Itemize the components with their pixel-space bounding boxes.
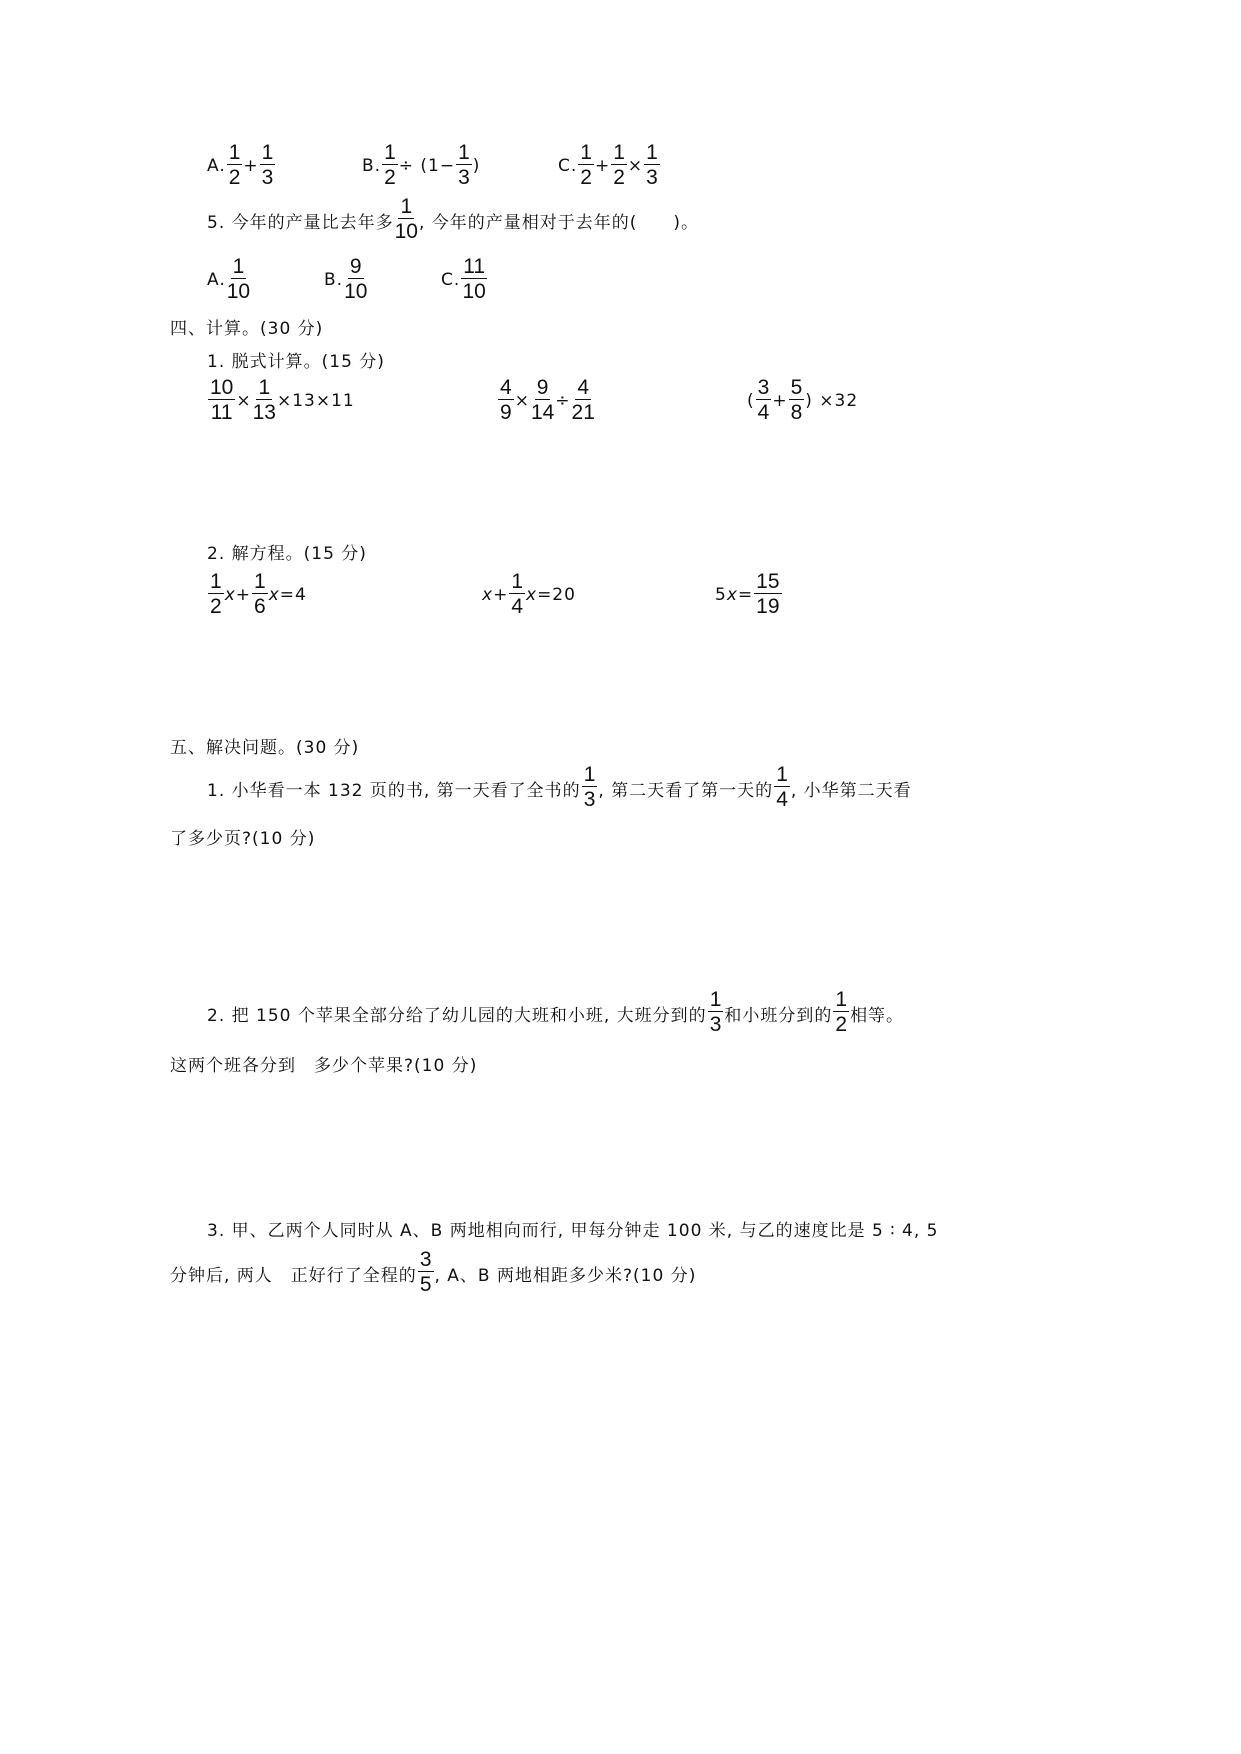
fraction-denominator: 21 bbox=[571, 401, 595, 424]
text-segment: =20 bbox=[537, 585, 576, 605]
fraction-denominator: 8 bbox=[790, 401, 803, 424]
fraction-numerator: 1 bbox=[709, 988, 722, 1011]
fraction bbox=[395, 195, 418, 245]
fraction-denominator: 10 bbox=[226, 280, 251, 303]
fraction-numerator: 1 bbox=[210, 570, 222, 593]
fraction-denominator: 4 bbox=[776, 788, 788, 811]
fraction-numerator: 1 bbox=[511, 570, 523, 593]
variable: x bbox=[726, 585, 738, 605]
fraction bbox=[708, 988, 724, 1038]
fraction-numerator: 3 bbox=[757, 376, 770, 399]
text-segment: ( bbox=[747, 391, 755, 411]
equation-3 bbox=[715, 567, 783, 623]
fraction-denominator: 13 bbox=[252, 401, 276, 424]
fraction-numerator: 4 bbox=[500, 376, 512, 399]
fraction-numerator: 3 bbox=[419, 1248, 432, 1271]
fraction-denominator: 4 bbox=[757, 401, 770, 424]
text-segment: 5. 今年的产量比去年多 bbox=[207, 212, 394, 233]
fraction-denominator: 3 bbox=[583, 788, 596, 811]
problem-2 bbox=[207, 985, 904, 1041]
text-segment: × bbox=[514, 391, 530, 411]
option-c bbox=[558, 138, 661, 194]
fraction bbox=[789, 376, 805, 426]
fraction-denominator: 2 bbox=[580, 166, 592, 189]
fraction bbox=[253, 376, 276, 426]
fraction bbox=[754, 570, 781, 620]
fraction-numerator: 1 bbox=[261, 141, 274, 164]
fraction-numerator: 1 bbox=[384, 141, 396, 164]
fraction-numerator: 1 bbox=[646, 141, 658, 164]
fraction-numerator: 1 bbox=[258, 376, 271, 399]
option-b bbox=[362, 138, 480, 194]
text-segment: ) bbox=[472, 156, 481, 176]
fraction-denominator: 9 bbox=[500, 401, 512, 424]
variable: x bbox=[482, 585, 494, 605]
calc-expression-1 bbox=[207, 373, 355, 429]
part-title: 1. 脱式计算。(15 分) bbox=[207, 351, 385, 372]
fraction bbox=[582, 763, 598, 813]
fraction bbox=[611, 141, 627, 191]
option-label: B. bbox=[324, 270, 344, 290]
fraction bbox=[531, 376, 554, 426]
text-segment: + bbox=[243, 156, 259, 176]
text-segment: 1. 小华看一本 132 页的书, 第一天看了全书的 bbox=[207, 780, 581, 801]
fraction bbox=[227, 141, 243, 191]
equation-2 bbox=[482, 567, 576, 623]
fraction-denominator: 3 bbox=[261, 166, 274, 189]
fraction-numerator: 1 bbox=[835, 988, 848, 1011]
fraction-numerator: 1 bbox=[583, 763, 596, 786]
fraction bbox=[461, 255, 487, 305]
fraction bbox=[578, 141, 594, 191]
fraction-numerator: 1 bbox=[613, 141, 625, 164]
text-segment: ) ×32 bbox=[805, 391, 859, 411]
text-segment: 相等。 bbox=[850, 1005, 905, 1026]
option-label: C. bbox=[558, 156, 578, 176]
equation-1 bbox=[207, 567, 307, 623]
fraction bbox=[344, 255, 367, 305]
fraction bbox=[644, 141, 660, 191]
problem-text: 了多少页?(10 分) bbox=[170, 828, 316, 849]
fraction-numerator: 5 bbox=[790, 376, 803, 399]
text-segment: 2. 把 150 个苹果全部分给了幼儿园的大班和小班, 大班分到的 bbox=[207, 1005, 707, 1026]
calc-expression-3 bbox=[747, 373, 858, 429]
fraction bbox=[418, 1248, 434, 1298]
problem-text: 3. 甲、乙两个人同时从 A、B 两地相向而行, 甲每分钟走 100 米, 与乙的速度比是 5 ∶ 4, 5 bbox=[207, 1220, 939, 1241]
variable: x bbox=[526, 585, 538, 605]
fraction bbox=[774, 763, 790, 813]
fraction-denominator: 3 bbox=[646, 166, 658, 189]
fraction-numerator: 15 bbox=[756, 570, 780, 593]
fraction bbox=[509, 570, 525, 620]
option-b bbox=[324, 252, 368, 308]
text-segment: , 今年的产量相对于去年的( )。 bbox=[418, 212, 700, 233]
fraction bbox=[260, 141, 276, 191]
text-segment: , 第二天看了第一天的 bbox=[598, 780, 774, 801]
fraction-denominator: 10 bbox=[344, 280, 368, 303]
fraction-numerator: 4 bbox=[577, 376, 590, 399]
fraction bbox=[572, 376, 595, 426]
fraction-numerator: 1 bbox=[400, 195, 413, 218]
fraction bbox=[208, 570, 224, 620]
problem-1-cont bbox=[170, 808, 315, 864]
text-segment: + bbox=[594, 156, 611, 176]
option-label: C. bbox=[441, 270, 461, 290]
fraction-numerator: 1 bbox=[458, 141, 470, 164]
fraction bbox=[382, 141, 398, 191]
fraction-denominator: 6 bbox=[254, 595, 266, 618]
fraction-denominator: 10 bbox=[394, 220, 418, 243]
text-segment: =4 bbox=[279, 585, 307, 605]
fraction-numerator: 1 bbox=[228, 141, 241, 164]
fraction bbox=[252, 570, 268, 620]
fraction-numerator: 1 bbox=[776, 763, 788, 786]
fraction bbox=[833, 988, 849, 1038]
option-c bbox=[441, 252, 488, 308]
text-segment: 分钟后, 两人 正好行了全程的 bbox=[170, 1265, 417, 1286]
text-segment: , A、B 两地相距多少米?(10 分) bbox=[434, 1265, 697, 1286]
text-segment: , 小华第二天看 bbox=[790, 780, 912, 801]
question-5 bbox=[207, 192, 699, 248]
fraction-denominator: 2 bbox=[835, 1013, 848, 1036]
fraction-numerator: 9 bbox=[349, 255, 362, 278]
text-segment: ÷ (1− bbox=[398, 156, 456, 176]
text-segment: ÷ bbox=[555, 391, 571, 411]
problem-2-cont bbox=[170, 1035, 477, 1091]
option-label: B. bbox=[362, 156, 382, 176]
text-segment: 和小班分到的 bbox=[724, 1005, 833, 1026]
section-title: 五、解决问题。(30 分) bbox=[170, 737, 360, 758]
fraction-numerator: 11 bbox=[463, 255, 486, 278]
fraction-denominator: 2 bbox=[210, 595, 222, 618]
fraction bbox=[756, 376, 772, 426]
problem-3-cont bbox=[170, 1245, 696, 1301]
text-segment: = bbox=[737, 585, 754, 605]
fraction-denominator: 19 bbox=[756, 595, 780, 618]
text-segment: 5 bbox=[715, 585, 727, 605]
fraction bbox=[208, 376, 235, 426]
option-label: A. bbox=[207, 156, 226, 176]
variable: x bbox=[268, 585, 280, 605]
text-segment: × bbox=[236, 391, 252, 411]
section-title: 四、计算。(30 分) bbox=[170, 318, 324, 339]
text-segment: + bbox=[493, 585, 509, 605]
fraction-denominator: 2 bbox=[228, 166, 241, 189]
fraction-denominator: 10 bbox=[462, 280, 486, 303]
fraction-numerator: 1 bbox=[232, 255, 245, 278]
calc-expression-2 bbox=[497, 373, 596, 429]
fraction-denominator: 11 bbox=[210, 401, 233, 424]
fraction-denominator: 2 bbox=[613, 166, 625, 189]
fraction-denominator: 3 bbox=[709, 1013, 722, 1036]
option-label: A. bbox=[207, 270, 226, 290]
text-segment: + bbox=[235, 585, 251, 605]
fraction-numerator: 10 bbox=[210, 376, 234, 399]
fraction-numerator: 1 bbox=[254, 570, 266, 593]
fraction bbox=[498, 376, 514, 426]
option-a bbox=[207, 138, 276, 194]
variable: x bbox=[224, 585, 236, 605]
problem-text: 这两个班各分到 多少个苹果?(10 分) bbox=[170, 1055, 478, 1076]
fraction-denominator: 2 bbox=[384, 166, 396, 189]
text-segment: × bbox=[627, 156, 644, 176]
text-segment: + bbox=[772, 391, 788, 411]
part-title: 2. 解方程。(15 分) bbox=[207, 543, 367, 564]
fraction-denominator: 3 bbox=[458, 166, 470, 189]
text-segment: ×13×11 bbox=[276, 391, 355, 411]
fraction-numerator: 1 bbox=[580, 141, 592, 164]
fraction-denominator: 14 bbox=[530, 401, 555, 424]
fraction bbox=[456, 141, 472, 191]
fraction-denominator: 4 bbox=[511, 595, 523, 618]
fraction-denominator: 5 bbox=[419, 1273, 432, 1296]
fraction-numerator: 9 bbox=[536, 376, 549, 399]
